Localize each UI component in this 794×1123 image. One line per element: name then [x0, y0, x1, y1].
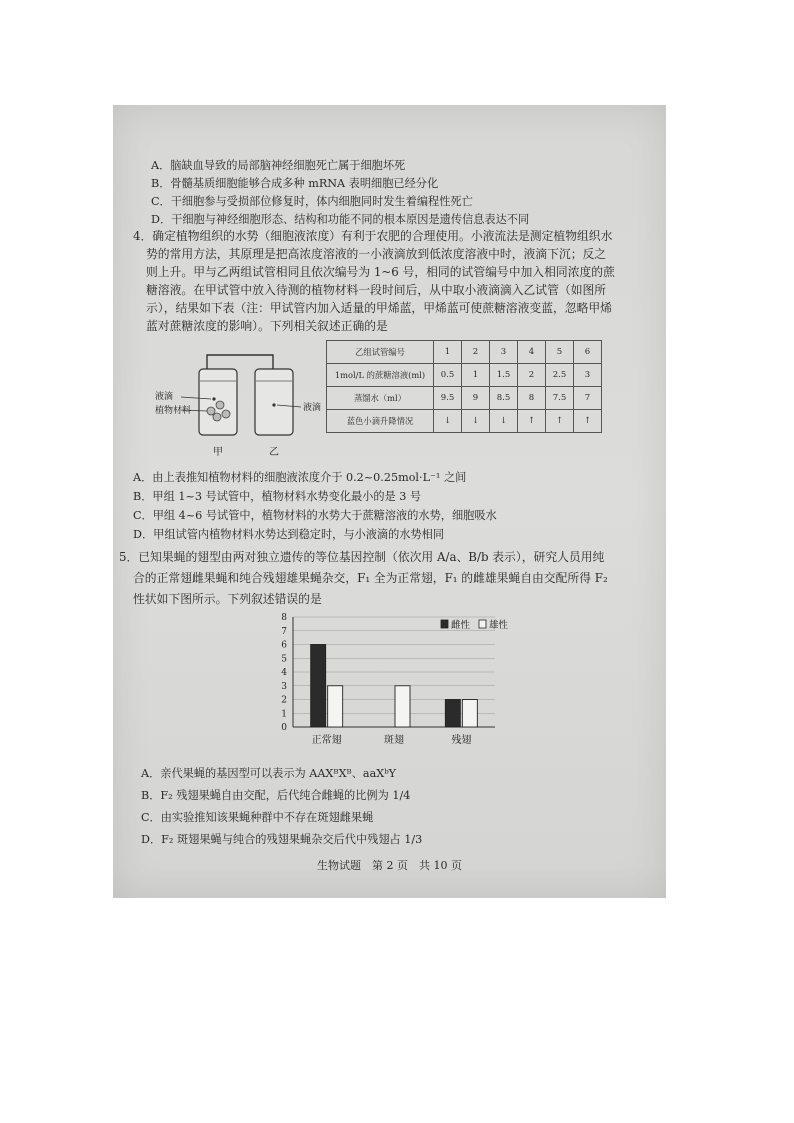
table-cell: 9.5 — [434, 387, 462, 410]
x-category-label: 残翅 — [451, 735, 472, 746]
q5-stem-line-2: 合的正常翅雌果蝇和纯合残翅雄果蝇杂交，F₁ 全为正常翅，F₁ 的雌雄果蝇自由交配所得 F₂ — [133, 571, 608, 585]
table-row-header: 蓝色小滴升降情况 — [327, 410, 434, 433]
table-row-header: 1mol/L 的蔗糖溶液(ml) — [327, 364, 434, 387]
table-cell: 6 — [574, 341, 602, 364]
table-cell: 2 — [462, 341, 490, 364]
legend-swatch — [479, 620, 486, 628]
q3-option-c: C．干细胞参与受损部位修复时，体内细胞同时发生着编程性死亡 — [151, 195, 473, 208]
q4-stem-line-2: 势的常用方法，其原理是把高浓度溶液的一小液滴放到低浓度溶液中时，液滴下沉；反之 — [146, 247, 607, 261]
table-cell: 7.5 — [546, 387, 574, 410]
page-footer: 生物试题 第 2 页 共 10 页 — [317, 859, 462, 872]
q4-stem-line-1: 4．确定植物组织的水势（细胞液浓度）有利于农肥的合理使用。小液流法是测定植物组织水 — [133, 229, 613, 243]
q4-option-d: D．甲组试管内植物材料水势达到稳定时，与小液滴的水势相同 — [133, 528, 445, 541]
apparatus-figure — [153, 347, 343, 467]
table-cell: 0.5 — [434, 364, 462, 387]
q5-option-d: D．F₂ 斑翅果蝇与纯合的残翅果蝇杂交后代中残翅占 1/3 — [141, 833, 423, 846]
q4-option-a: A．由上表推知植物材料的细胞液浓度介于 0.2~0.25mol·L⁻¹ 之间 — [133, 471, 467, 484]
table-cell: 2 — [518, 364, 546, 387]
y-tick-label: 4 — [281, 668, 287, 678]
table-row — [327, 341, 602, 364]
q5-option-a: A．亲代果蝇的基因型可以表示为 AAXᴮXᴮ、aaXᵇY — [141, 767, 397, 780]
y-tick-label: 0 — [281, 723, 287, 733]
table-row-header: 乙组试管编号 — [327, 341, 434, 364]
table-row — [327, 364, 602, 387]
table-cell: ↑ — [546, 410, 574, 433]
q4-stem-line-4: 糖溶液。在甲试管中放入待测的植物材料一段时间后，从中取小液滴滴入乙试管（如图所 — [146, 283, 607, 297]
y-tick-label: 3 — [281, 681, 287, 692]
q5-stem-line-3: 性状如下图所示。下列叙述错误的是 — [133, 592, 322, 606]
label-droplet: 液滴 — [155, 392, 174, 402]
q3-option-b: B．骨髓基质细胞能够合成多种 mRNA 表明细胞已经分化 — [151, 177, 439, 190]
table-cell: 2.5 — [546, 364, 574, 387]
table-row — [327, 387, 602, 410]
legend-swatch — [441, 620, 448, 628]
table-cell: ↑ — [574, 410, 602, 433]
label-plant-material: 植物材料 — [155, 406, 192, 416]
x-category-label: 正常翅 — [311, 735, 342, 746]
q4-option-c: C．甲组 4~6 号试管中，植物材料的水势大于蔗糖溶液的水势，细胞吸水 — [133, 509, 497, 522]
q5-option-c: C．由实验推知该果蝇种群中不存在斑翅雌果蝇 — [141, 811, 374, 824]
table-cell: 1 — [434, 341, 462, 364]
x-category-label: 斑翅 — [384, 735, 404, 746]
table-cell: ↑ — [518, 410, 546, 433]
q3-option-a: A．脑缺血导致的局部脑神经细胞死亡属于细胞坏死 — [151, 159, 406, 172]
label-tube-jia: 甲 — [213, 447, 223, 458]
label-tube-yi: 乙 — [269, 447, 279, 458]
bar-male — [395, 686, 410, 727]
bar-male — [328, 686, 343, 727]
sucrose-table — [326, 340, 602, 433]
table-cell: 5 — [546, 341, 574, 364]
table-cell: 8 — [518, 387, 546, 410]
table-cell: ↓ — [490, 410, 518, 433]
table-row-header: 蒸馏水（ml） — [327, 387, 434, 410]
table-cell: 3 — [574, 364, 602, 387]
table-cell: 9 — [462, 387, 490, 410]
table-cell: ↓ — [462, 410, 490, 433]
y-tick-label: 7 — [281, 626, 287, 637]
q4-stem-line-5: 示），结果如下表（注：甲试管内加入适量的甲烯蓝，甲烯蓝可使蔗糖溶液变蓝，忽略甲烯 — [146, 301, 612, 315]
table-cell: 1.5 — [490, 364, 518, 387]
legend-label: 雌性 — [451, 620, 471, 631]
table-cell: 7 — [574, 387, 602, 410]
y-tick-label: 2 — [281, 695, 287, 706]
y-tick-label: 8 — [281, 613, 287, 623]
table-cell: 1 — [462, 364, 490, 387]
table-cell: ↓ — [434, 410, 462, 433]
q5-option-b: B．F₂ 残翅果蝇自由交配，后代纯合雌蝇的比例为 1/4 — [141, 789, 411, 802]
q4-stem-line-6: 蓝对蔗糖浓度的影响）。下列相关叙述正确的是 — [146, 319, 388, 333]
y-tick-label: 1 — [281, 709, 287, 720]
table-cell: 3 — [490, 341, 518, 364]
q3-option-d: D．干细胞与神经细胞形态、结构和功能不同的根本原因是遗传信息表达不同 — [151, 213, 530, 226]
y-tick-label: 5 — [281, 654, 287, 665]
y-tick-label: 6 — [281, 640, 287, 651]
bar-female — [311, 645, 326, 728]
q4-stem-line-3: 则上升。甲与乙两组试管相同且依次编号为 1~6 号，相同的试管编号中加入相同浓度的蔗 — [146, 265, 615, 279]
label-droplet-b: 液滴 — [303, 403, 322, 413]
table-cell: 8.5 — [490, 387, 518, 410]
bar-female — [445, 700, 460, 728]
q5-stem-line-1: 5．已知果蝇的翅型由两对独立遗传的等位基因控制（依次用 A/a、B/b 表示），研究人员用纯 — [119, 550, 605, 564]
table-cell: 4 — [518, 341, 546, 364]
legend-label: 雄性 — [489, 620, 509, 631]
photographed-page — [113, 105, 666, 898]
q4-option-b: B．甲组 1~3 号试管中，植物材料水势变化最小的是 3 号 — [133, 490, 422, 503]
table-row — [327, 410, 602, 433]
bar-male — [462, 700, 477, 728]
wing-type-chart — [263, 605, 513, 753]
